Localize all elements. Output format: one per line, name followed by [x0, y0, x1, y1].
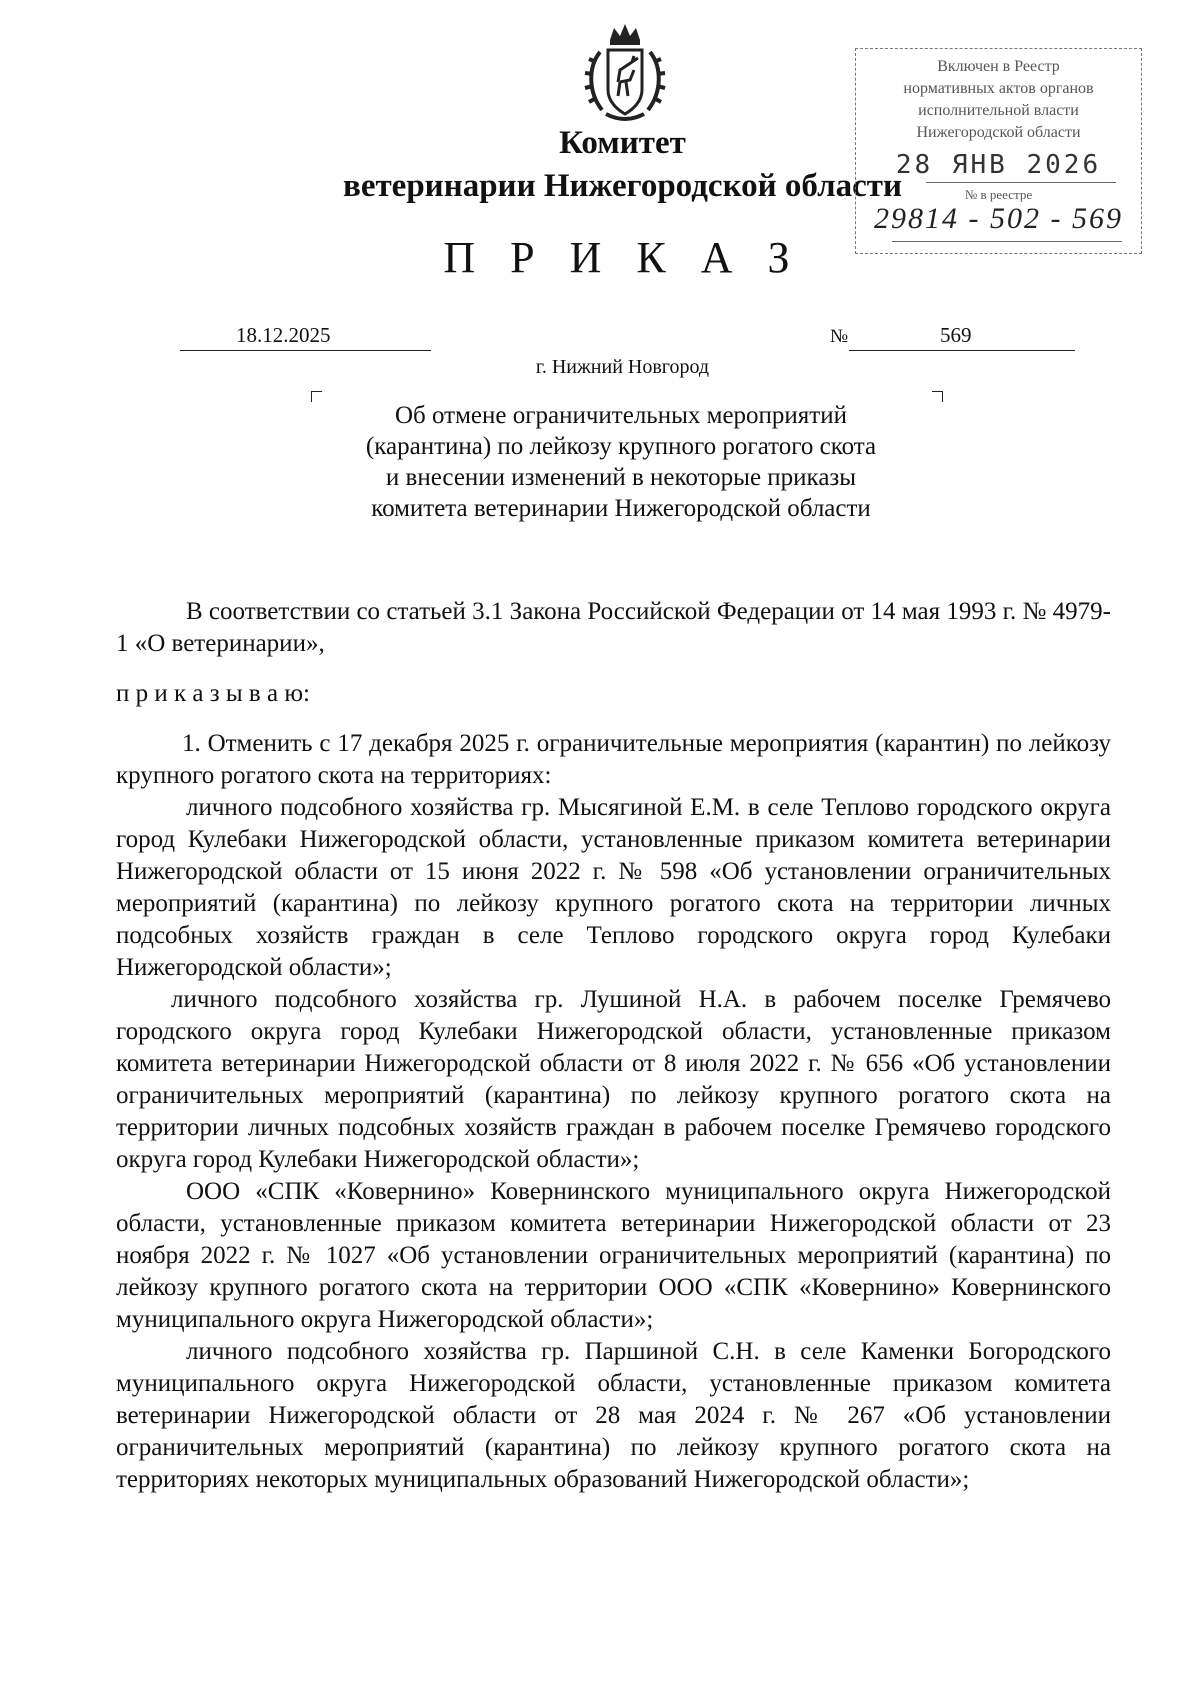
document-number-label: №	[830, 326, 849, 347]
org-name-line1: Комитет	[559, 125, 686, 161]
item1-paragraph-a: личного подсобного хозяйства гр. Мысягиной Е.М. в селе Теплово городского округа город Кулебаки Нижегородской области, установленные приказом комитета ветеринарии Нижегородской области от 15 июня 2022 г. № 598 «Об установлении ограничительных мероприятий (карантина) по лейкозу крупного рогатого скота на территории личных подсобных хозяйств граждан в селе Теплово городского округа город Кулебаки Нижегородской области»;	[116, 794, 1111, 981]
subject-line1: Об отмене ограничительных мероприятий	[394, 402, 847, 429]
item1-paragraph-b: личного подсобного хозяйства гр. Лушиной Н.А. в рабочем поселке Гремячево городского округа город Кулебаки Нижегородской области, установленные приказом комитета ветеринарии Нижегородской области от 8 июля 2022 г. № 656 «Об установлении ограничительных мероприятий (карантина) по лейкозу крупного рогатого скота на территории личных подсобных хозяйств граждан в рабочем поселке Гремячево городского округа город Кулебаки Нижегородской области»;	[116, 986, 1111, 1173]
subject-line3: и внесении изменений в некоторые приказы	[385, 464, 857, 491]
document-date: 18.12.2025	[236, 323, 331, 347]
stamp-date: 28 ЯНВ 2026	[895, 150, 1102, 180]
stamp-reg-label: № в реестре	[964, 187, 1033, 202]
item1-paragraph-d: личного подсобного хозяйства гр. Паршиной С.Н. в селе Каменки Богородского муниципального округа Нижегородской области, установленные приказом комитета ветеринарии Нижегородской области от 28 мая 2024 г. № 267 «Об установлении ограничительных мероприятий (карантина) по лейкозу крупного рогатого скота на территориях некоторых муниципальных образований Нижегородской области»;	[116, 1338, 1111, 1493]
stamp-line2: нормативных актов органов	[903, 80, 1094, 97]
stamp-line4: Нижегородской области	[916, 124, 1081, 141]
order-word: п р и к а з ы в а ю:	[116, 680, 310, 707]
stamp-line3: исполнительной власти	[918, 102, 1079, 119]
document-body	[116, 596, 1111, 1496]
subject-line4: комитета ветеринарии Нижегородской области	[371, 495, 871, 522]
stamp-line1: Включен в Реестр	[937, 58, 1060, 75]
document-city: г. Нижний Новгород	[535, 356, 710, 378]
stamp-reg-number: 29814 - 502 - 569	[874, 202, 1123, 235]
subject-line2: (карантина) по лейкозу крупного рогатого скота	[365, 433, 877, 460]
document-subject	[300, 400, 942, 524]
document-number: 569	[940, 323, 972, 347]
registry-stamp	[855, 48, 1142, 254]
coat-of-arms-icon	[582, 22, 668, 126]
org-name-line2: ветеринарии Нижегородской области	[343, 168, 902, 204]
item1-paragraph-c: ООО «СПК «Ковернино» Ковернинского муниципального округа Нижегородской области, установленные приказом комитета ветеринарии Нижегородской области от 23 ноября 2022 г. № 1027 «Об установлении ограничительных мероприятий (карантина) по лейкозу крупного рогатого скота на территории ООО «СПК «Ковернино» Ковернинского муниципального округа Нижегородской области»;	[116, 1178, 1111, 1333]
document-type-title: П Р И К А З	[443, 233, 802, 282]
preamble-paragraph: В соответствии со статьей 3.1 Закона Российской Федерации от 14 мая 1993 г. № 4979-1 «О ветеринарии»,	[116, 598, 1111, 657]
item1-intro: 1. Отменить с 17 декабря 2025 г. ограничительные мероприятия (карантин) по лейкозу крупного рогатого скота на территориях:	[116, 730, 1111, 789]
